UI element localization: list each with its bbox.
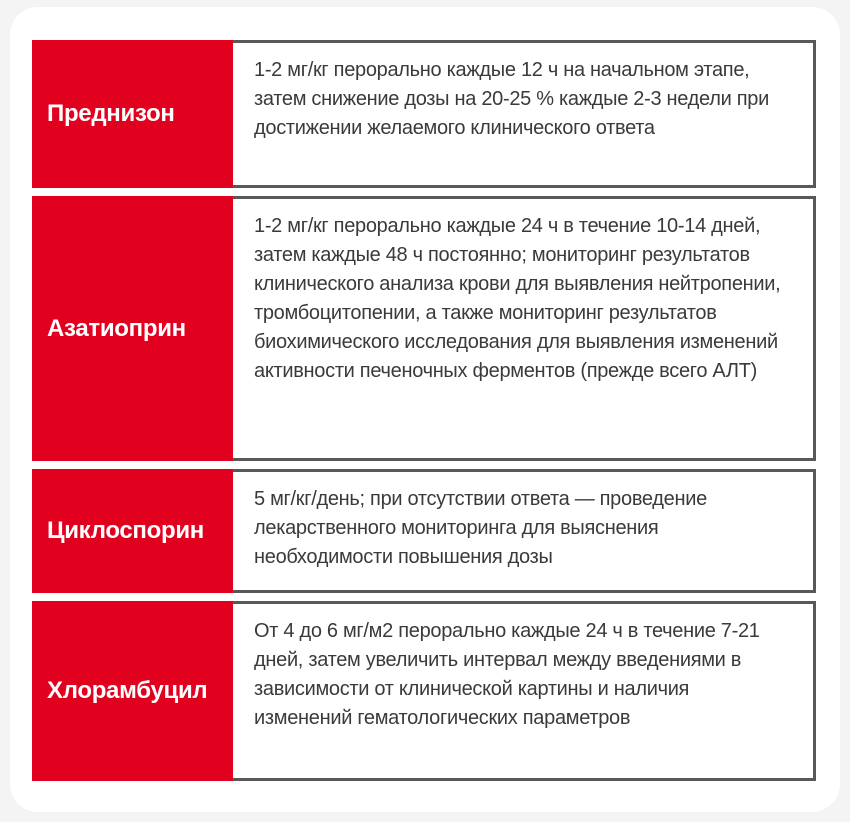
table-row — [32, 40, 816, 188]
drug-name-cell: Азатиоприн — [32, 196, 233, 461]
dosage-cell: 1-2 мг/кг перорально каждые 24 ч в течение 10-14 дней, затем каждые 48 ч постоянно; мониторинг результатов клинического анализа крови для выявления нейтропении, тромбоцитопении, а также мониторинг результатов биохимического исследования для выявления изменений активности печеночных ферментов (прежде всего АЛТ) — [233, 196, 816, 461]
dosage-cell: 5 мг/кг/день; при отсутствии ответа — проведение лекарственного мониторинга для выяснения необходимости повышения дозы — [233, 469, 816, 593]
drug-name-cell: Циклоспорин — [32, 469, 233, 593]
table-row — [32, 196, 816, 461]
table-row — [32, 469, 816, 593]
table-row — [32, 601, 816, 781]
drug-name-cell: Хлорамбуцил — [32, 601, 233, 781]
drug-dosage-table — [32, 40, 816, 781]
drug-name-cell: Преднизон — [32, 40, 233, 188]
dosage-cell: От 4 до 6 мг/м2 перорально каждые 24 ч в течение 7-21 дней, затем увеличить интервал между введениями в зависимости от клинической картины и наличия изменений гематологических параметров — [233, 601, 816, 781]
drug-dosage-card — [10, 7, 840, 812]
dosage-cell: 1-2 мг/кг перорально каждые 12 ч на начальном этапе, затем снижение дозы на 20-25 % каждые 2-3 недели при достижении желаемого клинического ответа — [233, 40, 816, 188]
